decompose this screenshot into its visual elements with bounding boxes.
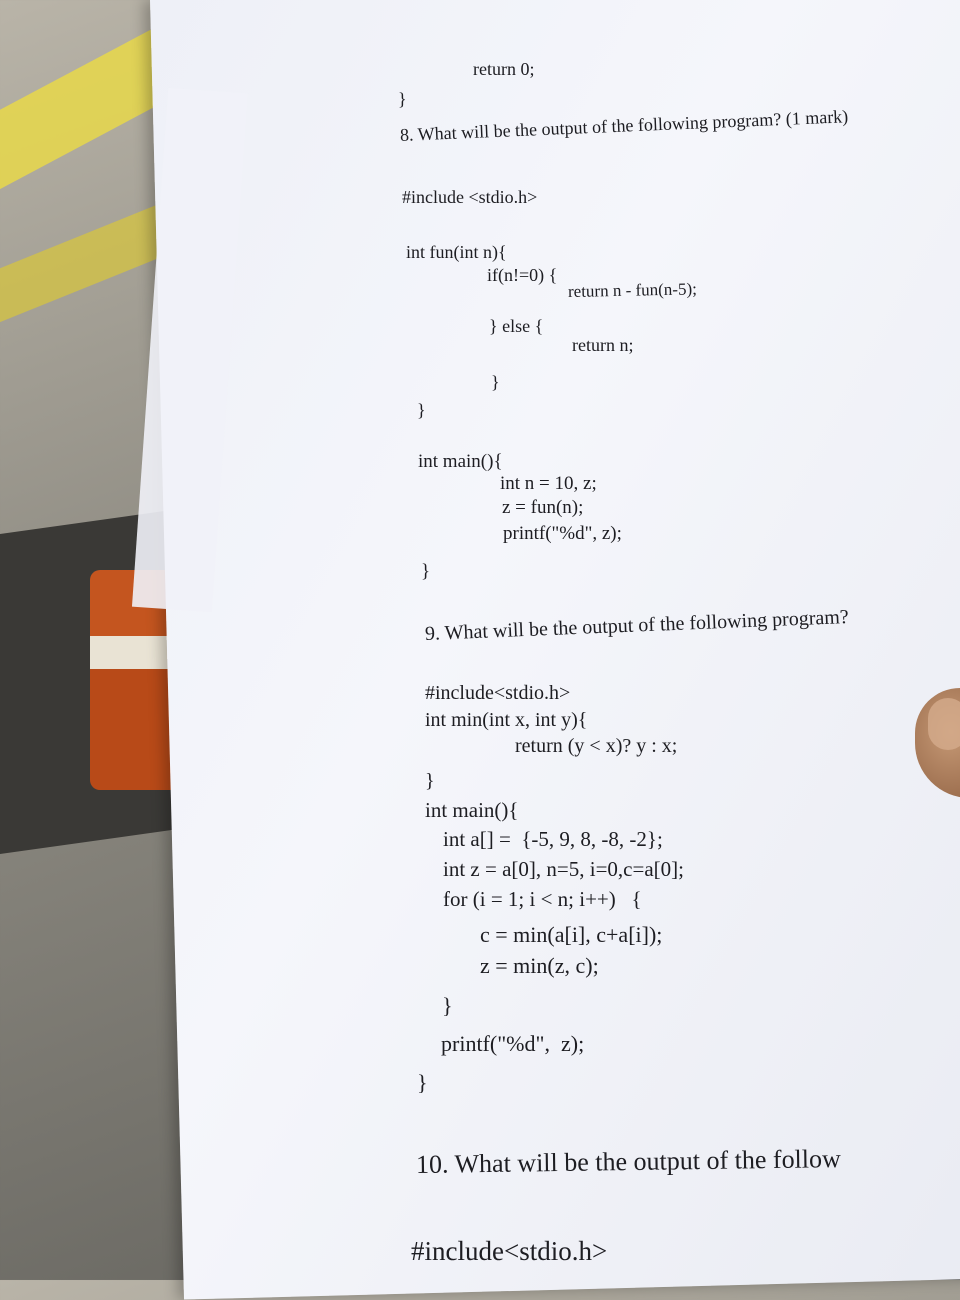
q7-return-statement: return 0; [473,59,535,79]
q9-code-line: int min(int x, int y){ [425,709,588,731]
q8-code-line: if(n!=0) { [487,265,558,285]
q9-code-line: } [425,770,435,792]
q9-code-line: int a[] = {-5, 9, 8, -8, -2}; [443,827,663,851]
q10-question: 10. What will be the output of the follow [415,1144,841,1179]
q9-code-line: } [417,1070,428,1095]
q8-code-line: } [421,561,431,582]
q8-code-line: return n - fun(n-5); [567,279,698,301]
q8-code-line: #include <stdio.h> [402,187,538,207]
q8-code-line: return n; [572,335,634,355]
q8-question: 8. What will be the output of the following program? (1 mark) [399,106,849,145]
q9-code-line: for (i = 1; i < n; i++) { [443,887,642,911]
q8-code-line: z = fun(n); [502,497,584,518]
q9-code-line: return (y < x)? y : x; [515,735,678,757]
q9-code-line: c = min(a[i], c+a[i]); [480,922,663,947]
q8-code-line: int fun(int n){ [406,242,507,262]
q9-question: 9. What will be the output of the following program? [424,605,850,645]
exam-paper [150,0,960,1300]
q9-code-line: int z = a[0], n=5, i=0,c=a[0]; [443,857,684,881]
q8-code-line: } [417,400,426,420]
q8-code-line: int n = 10, z; [500,473,597,494]
q9-code-line: printf("%d", z); [441,1031,585,1056]
q9-code-line: z = min(z, c); [480,953,599,978]
fingernail [928,698,960,750]
q8-code-line: printf("%d", z); [503,523,622,544]
q8-code-line: int main(){ [418,451,503,472]
q9-code-line: } [442,993,453,1018]
q10-code-line: #include<stdio.h> [411,1236,608,1266]
q8-code-line: } [491,372,500,392]
q8-code-line: } else { [489,316,544,336]
q9-code-line: int main(){ [425,798,519,822]
q9-code-line: #include<stdio.h> [425,682,571,704]
q7-close-brace: } [398,89,407,109]
